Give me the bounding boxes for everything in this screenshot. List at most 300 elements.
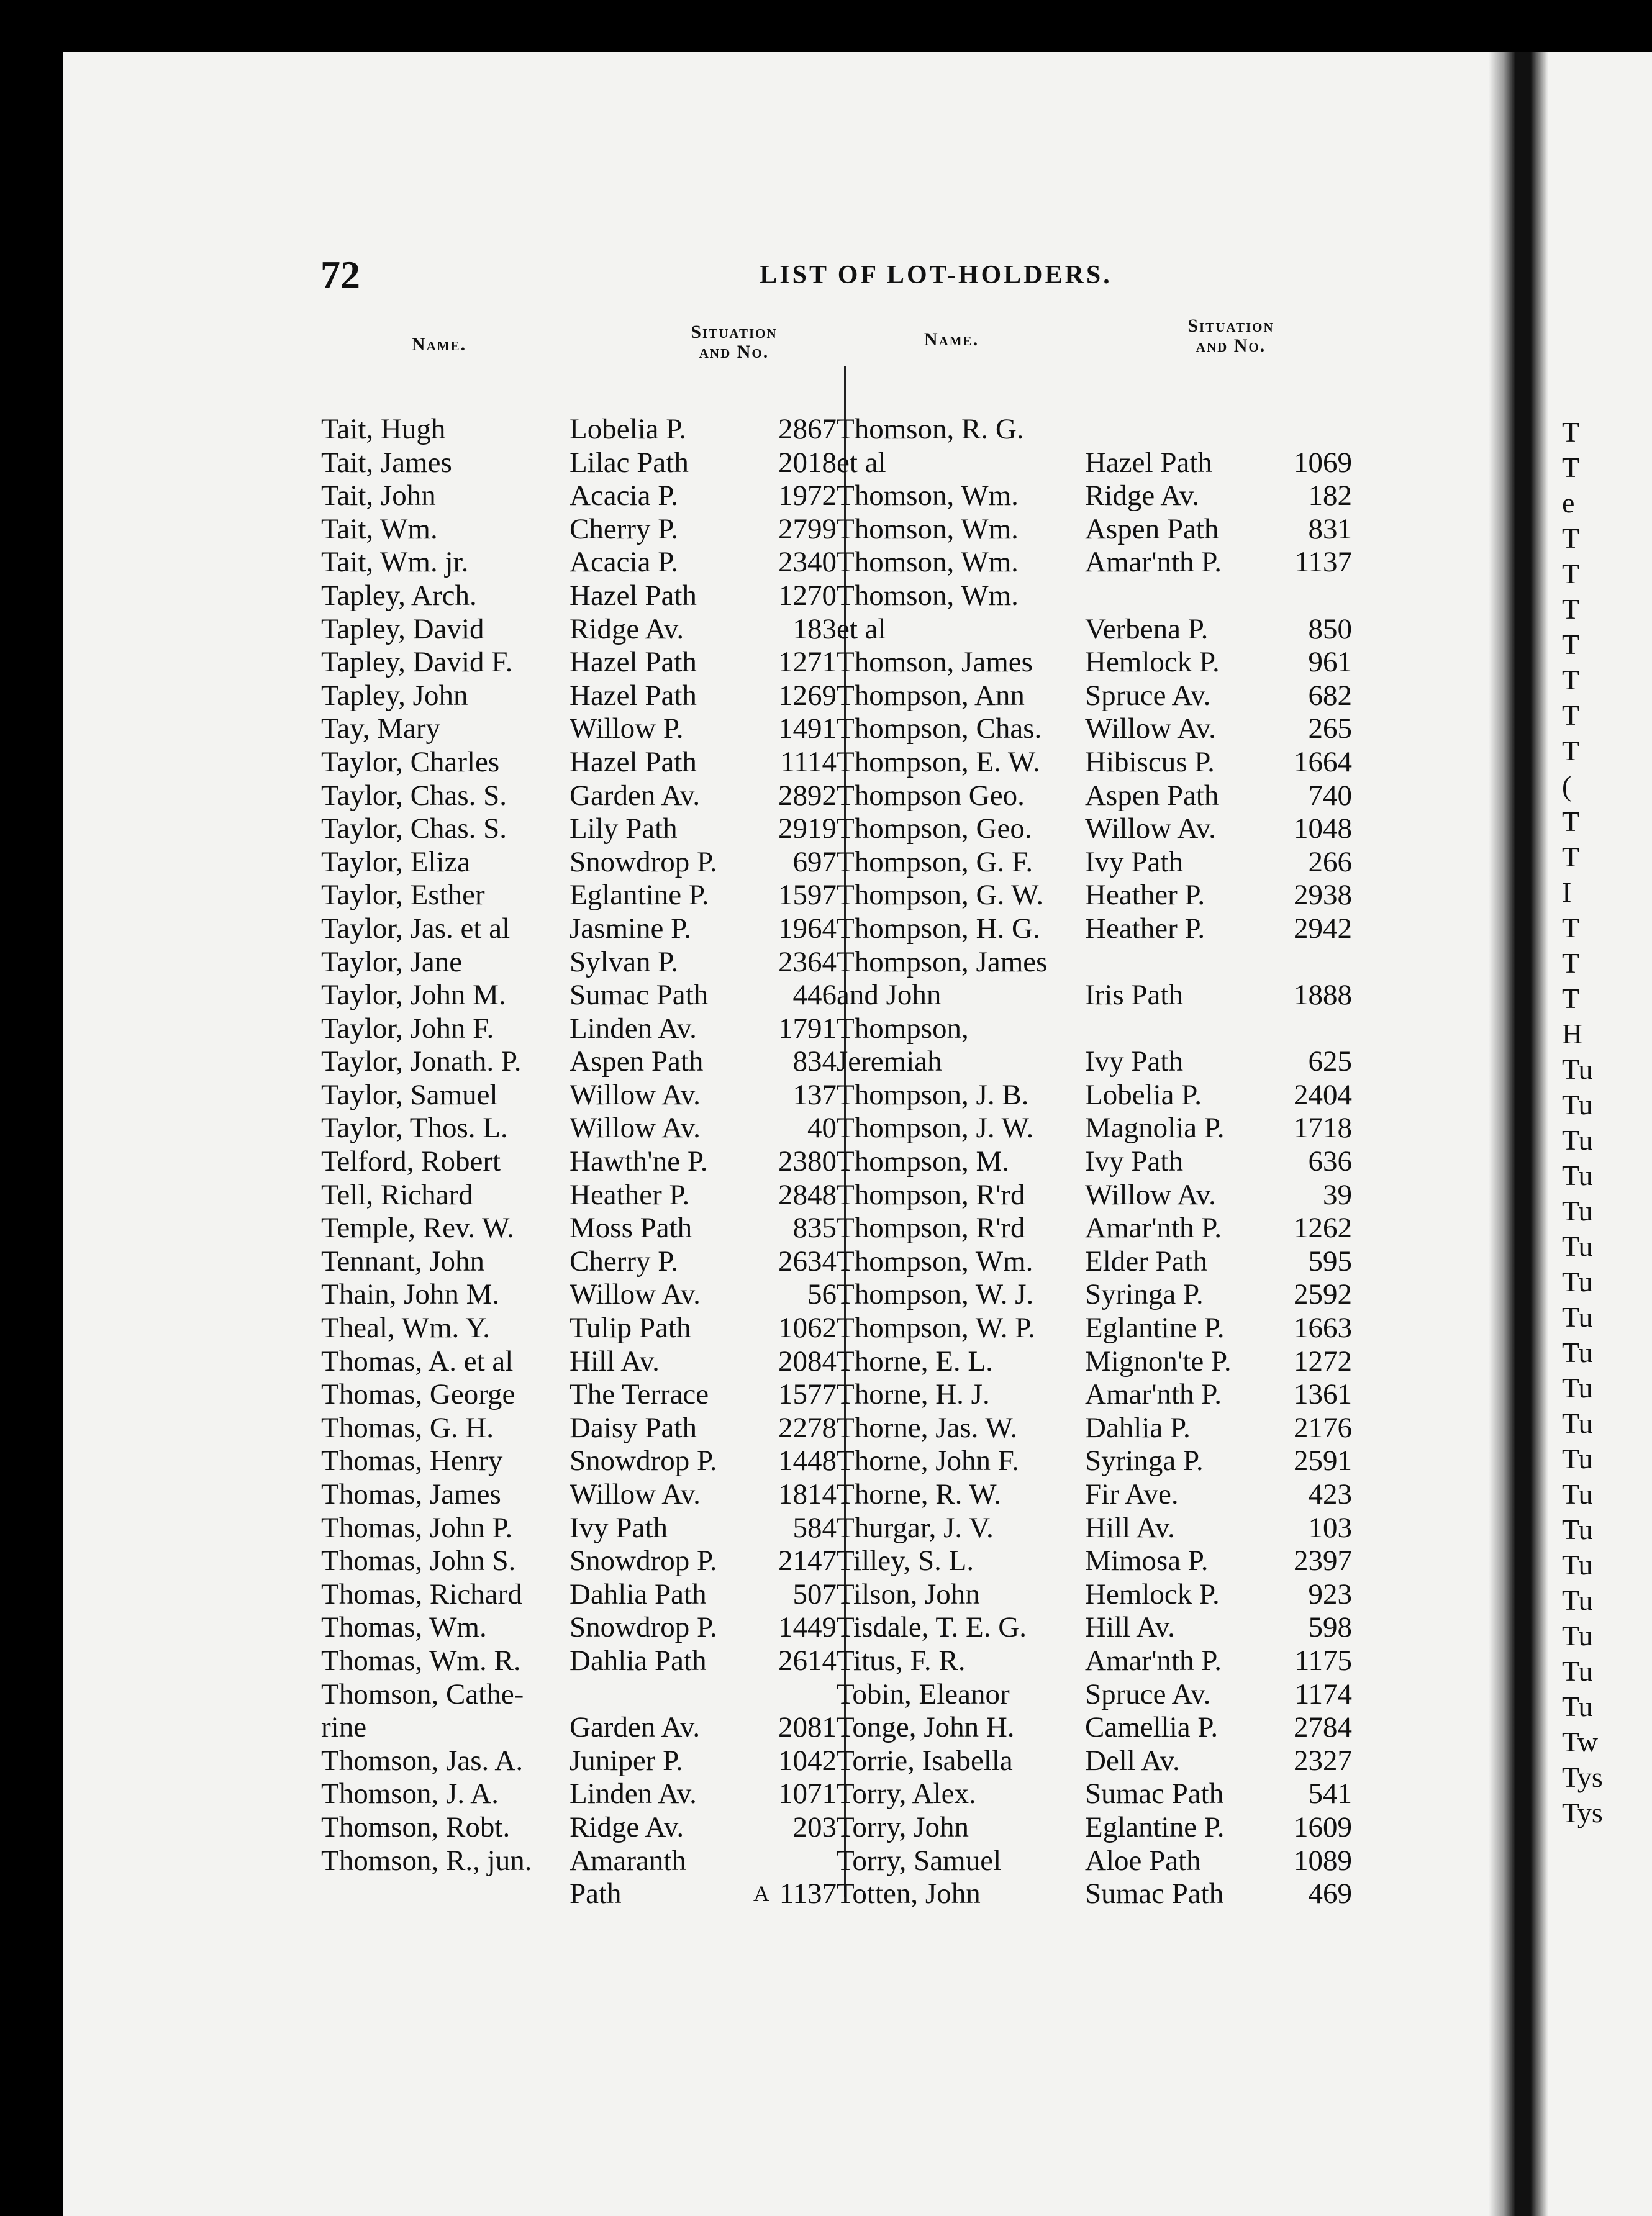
lot-number: 2397 [1294, 1545, 1352, 1578]
lot-holder-name: Thorne, E. L. [837, 1345, 993, 1378]
next-page-fragment: Tu [1562, 1691, 1593, 1722]
lot-entry [837, 1045, 1352, 1078]
next-page-fragment: e [1562, 487, 1575, 519]
lot-holder-name: Taylor, Esther [321, 879, 485, 912]
header-situation-line2: and No. [699, 342, 769, 362]
lot-number: 1272 [1294, 1345, 1352, 1378]
lot-situation: Hill Av. [1085, 1511, 1175, 1544]
lot-holder-name: Taylor, Jas. et al [321, 912, 511, 945]
lot-number: 2634 [778, 1245, 837, 1278]
lot-entry [837, 1511, 1352, 1545]
lot-situation: Aspen Path [570, 1045, 704, 1078]
lot-holder-name: Taylor, Jonath. P. [321, 1045, 522, 1078]
lot-entry [321, 779, 837, 812]
lot-situation: Aspen Path [1085, 512, 1219, 545]
lot-entry [321, 1211, 837, 1245]
header-situation-right [1144, 316, 1318, 356]
lot-situation: Dell Av. [1085, 1744, 1180, 1777]
lot-holder-name: Taylor, John M. [321, 979, 506, 1012]
lot-entry [837, 712, 1352, 745]
next-page-fragment: T [1562, 593, 1580, 625]
lot-number: 1972 [778, 479, 837, 512]
lot-entry [321, 745, 837, 779]
next-page-edge [1548, 52, 1652, 2216]
lot-number: 40 [807, 1112, 837, 1145]
lot-entry [837, 1544, 1352, 1578]
lot-number: 584 [792, 1511, 837, 1544]
lot-situation: Lobelia P. [570, 413, 686, 445]
lot-situation: Magnolia P. [1085, 1112, 1225, 1145]
lot-entry [321, 978, 837, 1012]
lot-entry [837, 479, 1352, 512]
lot-number: 1448 [778, 1445, 837, 1478]
lot-entry [321, 1777, 837, 1810]
lot-situation: Ivy Path [1085, 1045, 1183, 1078]
lot-number: 2848 [778, 1178, 837, 1211]
lot-holder-name: Thompson, W. P. [837, 1312, 1035, 1345]
lot-number: 834 [792, 1045, 837, 1078]
lot-holder-name: Taylor, Chas. S. [321, 779, 507, 812]
lot-situation: Hill Av. [1085, 1611, 1175, 1644]
lot-holder-name: Tapley, Arch. [321, 579, 477, 612]
lot-holder-name: Thompson, J. W. [837, 1112, 1034, 1145]
lot-holder-name: Thompson, James [837, 945, 1048, 978]
running-head: LIST OF LOT-HOLDERS. [760, 261, 1112, 289]
lot-situation: Elder Path [1085, 1245, 1208, 1278]
lot-entry [321, 1311, 837, 1345]
next-page-fragment: T [1562, 664, 1580, 696]
lot-situation: Aspen Path [1085, 779, 1219, 812]
lot-holder-name: rine [321, 1711, 367, 1744]
lot-holder-name: Thomas, Wm. R. [321, 1644, 521, 1677]
next-page-fragment: Tu [1562, 1337, 1593, 1368]
lot-entry [321, 412, 837, 446]
lot-entry [837, 912, 1352, 945]
lot-number: 103 [1308, 1511, 1352, 1544]
lot-situation: Cherry P. [570, 512, 678, 545]
lot-number: 541 [1308, 1778, 1352, 1810]
lot-holder-name: Taylor, Charles [321, 745, 500, 778]
lot-situation: Ivy Path [1085, 1145, 1183, 1178]
lot-holder-name: and John [837, 979, 942, 1012]
lot-number: 2340 [778, 546, 837, 579]
lot-number: 2364 [778, 945, 837, 978]
lot-situation: Spruce Av. [1085, 679, 1211, 712]
lot-holder-name: Thomas, George [321, 1378, 515, 1411]
lot-entry [321, 1245, 837, 1278]
lot-number: 1114 [780, 745, 837, 778]
lot-number: 697 [792, 845, 837, 878]
next-page-fragment: T [1562, 452, 1580, 483]
lot-entry [837, 1012, 1352, 1045]
next-page-fragment: Tu [1562, 1407, 1593, 1439]
lot-holder-name: Tait, Hugh [321, 413, 446, 445]
lot-holder-name: Torry, Alex. [837, 1778, 976, 1810]
lot-number: 595 [1308, 1245, 1352, 1278]
lot-number: 1269 [778, 679, 837, 712]
next-page-fragment: T [1562, 947, 1580, 979]
lot-number: 1137 [1294, 546, 1352, 579]
lot-entry [837, 1810, 1352, 1844]
lot-entry [837, 512, 1352, 546]
lot-holder-name: Temple, Rev. W. [321, 1212, 514, 1245]
lot-situation: Lily Path [570, 812, 678, 845]
lot-situation: Ivy Path [1085, 845, 1183, 878]
lot-situation: Hazel Path [570, 579, 697, 612]
lot-holder-name: Taylor, Thos. L. [321, 1112, 508, 1145]
lot-number: 2942 [1294, 912, 1352, 945]
lot-situation: Cherry P. [570, 1245, 678, 1278]
lot-number: 1888 [1294, 979, 1352, 1012]
lot-situation: Garden Av. [570, 1711, 701, 1744]
next-page-fragment: T [1562, 699, 1580, 731]
lot-situation: Hawth'ne P. [570, 1145, 708, 1178]
header-name-left: Name. [411, 334, 467, 355]
lot-holder-name: Thomson, J. A. [321, 1778, 499, 1810]
next-page-fragment: T [1562, 983, 1580, 1014]
lot-situation: Verbena P. [1085, 612, 1209, 645]
lot-number: 2799 [778, 512, 837, 545]
next-page-fragment: Tu [1562, 1160, 1593, 1191]
lot-entry [837, 878, 1352, 912]
lot-entry [837, 679, 1352, 712]
lot-number: 1718 [1294, 1112, 1352, 1145]
lot-entry [321, 1444, 837, 1478]
lot-entry [837, 1478, 1352, 1511]
lot-holder-name: Thurgar, J. V. [837, 1511, 994, 1544]
lot-situation: Heather P. [1085, 912, 1205, 945]
lot-holder-name: Thomas, Richard [321, 1578, 522, 1610]
lot-situation: Sylvan P. [570, 945, 678, 978]
lot-holder-name: Thompson, H. G. [837, 912, 1040, 945]
lot-situation: Amar'nth P. [1085, 1212, 1222, 1245]
lot-number: 835 [792, 1212, 837, 1245]
lot-entry [321, 645, 837, 679]
lot-number: 446 [792, 979, 837, 1012]
next-page-fragment: I [1562, 876, 1572, 908]
lot-number: 1577 [778, 1378, 837, 1411]
next-page-fragment: Tu [1562, 1195, 1593, 1227]
lot-entry [321, 1678, 837, 1711]
lot-holder-name: Tisdale, T. E. G. [837, 1611, 1027, 1644]
lot-holder-name: Thorne, H. J. [837, 1378, 990, 1411]
lot-situation: Snowdrop P. [570, 1445, 717, 1478]
lot-entry [321, 679, 837, 712]
lot-number: 1491 [778, 712, 837, 745]
lot-holder-name: Tapley, David F. [321, 646, 513, 679]
lot-holder-name: Thomson, Wm. [837, 479, 1019, 512]
lot-situation: Snowdrop P. [570, 1611, 717, 1644]
lot-number: 2592 [1294, 1278, 1352, 1311]
lot-number: 2867 [778, 413, 837, 445]
lot-number: 682 [1308, 679, 1352, 712]
lot-entry [837, 1710, 1352, 1744]
lot-holder-name: Thompson, Ann [837, 679, 1025, 712]
lot-situation: The Terrace [570, 1378, 709, 1411]
lot-holder-name: Thomas, A. et al [321, 1345, 514, 1378]
lot-holder-name: Tilson, John [837, 1578, 980, 1610]
lot-holder-name: Thomson, Robt. [321, 1810, 511, 1843]
lot-holder-name: Tapley, John [321, 679, 468, 712]
lot-entry [837, 1278, 1352, 1311]
lot-situation: Willow Av. [1085, 1178, 1216, 1211]
lot-situation: Daisy Path [570, 1411, 697, 1444]
lot-number: 2404 [1294, 1078, 1352, 1111]
next-page-fragment: ( [1562, 770, 1572, 802]
left-column [321, 412, 837, 1910]
lot-holder-name: Taylor, Chas. S. [321, 812, 507, 845]
lot-entry [837, 845, 1352, 879]
next-page-fragment: Tw [1562, 1726, 1599, 1758]
lot-number: 850 [1308, 612, 1352, 645]
lot-holder-name: Thompson, W. J. [837, 1278, 1034, 1311]
lot-entry [837, 612, 1352, 646]
lot-situation: Lilac Path [570, 446, 689, 479]
lot-number: 2380 [778, 1145, 837, 1178]
lot-entry [837, 779, 1352, 812]
lot-entry [321, 1012, 837, 1045]
lot-number: 1062 [778, 1312, 837, 1345]
lot-situation: Eglantine P. [1085, 1312, 1225, 1345]
lot-holder-name: Taylor, Samuel [321, 1078, 498, 1111]
lot-entry [321, 1710, 837, 1744]
next-page-fragment: T [1562, 629, 1580, 660]
lot-entry [321, 1078, 837, 1112]
lot-entry [837, 1877, 1352, 1910]
header-situation-line1: Situation [1187, 316, 1274, 336]
lot-holder-name: Tait, John [321, 479, 436, 512]
lot-situation: Hemlock P. [1085, 646, 1220, 679]
lot-number: 1069 [1294, 446, 1352, 479]
lot-number: 182 [1308, 479, 1352, 512]
lot-number: 2081 [778, 1711, 837, 1744]
lot-situation: Linden Av. [570, 1012, 697, 1045]
lot-holder-name: Thompson, J. B. [837, 1078, 1029, 1111]
lot-situation: Amaranth [570, 1844, 686, 1877]
lot-entry [321, 1178, 837, 1212]
lot-entry [321, 1511, 837, 1545]
lot-number: 923 [1308, 1578, 1352, 1610]
lot-holder-name: Thomson, James [837, 646, 1033, 679]
lot-holder-name: Thorne, John F. [837, 1445, 1019, 1478]
lot-holder-name: Thompson Geo. [837, 779, 1025, 812]
lot-situation: Snowdrop P. [570, 1545, 717, 1578]
lot-situation: Dahlia Path [570, 1578, 707, 1610]
lot-number: 1664 [1294, 745, 1352, 778]
next-page-fragment: Tu [1562, 1053, 1593, 1085]
lot-entry [321, 1145, 837, 1178]
next-page-fragment: Tu [1562, 1372, 1593, 1404]
lot-number: 507 [792, 1578, 837, 1610]
next-page-fragment: T [1562, 912, 1580, 943]
lot-entry [321, 912, 837, 945]
lot-holder-name: Thompson, E. W. [837, 745, 1040, 778]
lot-entry [837, 1211, 1352, 1245]
lot-entry [837, 1378, 1352, 1411]
lot-situation: Amar'nth P. [1085, 1644, 1222, 1677]
next-page-fragment: T [1562, 735, 1580, 766]
lot-holder-name: Thomson, Cathe- [321, 1678, 524, 1710]
next-page-fragment: T [1562, 416, 1580, 448]
lot-number: 2919 [778, 812, 837, 845]
lot-number: 1361 [1294, 1378, 1352, 1411]
lot-situation: Amar'nth P. [1085, 1378, 1222, 1411]
lot-number: 1814 [778, 1478, 837, 1510]
lot-mark: A [753, 1881, 769, 1907]
lot-situation: Willow Av. [570, 1112, 701, 1145]
lot-entry [837, 1744, 1352, 1778]
header-situation-line2: and No. [1196, 335, 1266, 356]
scanned-page [63, 52, 1652, 2216]
lot-situation: Camellia P. [1085, 1711, 1219, 1744]
lot-holder-name: et al [837, 612, 886, 645]
lot-holder-name: Tilley, S. L. [837, 1545, 974, 1578]
lot-entry [321, 446, 837, 479]
lot-number: 2278 [778, 1411, 837, 1444]
lot-entry [321, 1610, 837, 1644]
lot-number: 183 [792, 612, 837, 645]
lot-number: 1964 [778, 912, 837, 945]
lot-holder-name: Telford, Robert [321, 1145, 501, 1178]
lot-situation: Willow P. [570, 712, 684, 745]
lot-holder-name: Tobin, Eleanor [837, 1678, 1010, 1710]
header-situation-left [647, 322, 821, 362]
lot-entry [321, 712, 837, 745]
lot-entry [837, 579, 1352, 612]
lot-number: 2018 [778, 446, 837, 479]
lot-number: 2591 [1294, 1445, 1352, 1478]
lot-number: 1609 [1294, 1810, 1352, 1843]
lot-holder-name: Taylor, Eliza [321, 845, 471, 878]
lot-situation: Mignon'te P. [1085, 1345, 1232, 1378]
lot-situation: Willow Av. [570, 1078, 701, 1111]
lot-situation: Syringa P. [1085, 1445, 1204, 1478]
lot-entry [321, 1578, 837, 1611]
lot-situation: Amar'nth P. [1085, 546, 1222, 579]
lot-number: 2327 [1294, 1744, 1352, 1777]
lot-holder-name: Thompson, R'rd [837, 1178, 1025, 1211]
lot-entry [837, 1678, 1352, 1711]
lot-number: 1270 [778, 579, 837, 612]
lot-situation: Hazel Path [1085, 446, 1212, 479]
lot-number: 831 [1308, 512, 1352, 545]
lot-situation: Ridge Av. [1085, 479, 1200, 512]
lot-entry [321, 1644, 837, 1678]
lot-situation: Eglantine P. [570, 879, 709, 912]
lot-entry [321, 1345, 837, 1378]
lot-holder-name: Taylor, John F. [321, 1012, 494, 1045]
next-page-fragment: Tu [1562, 1549, 1593, 1581]
lot-situation: Linden Av. [570, 1778, 697, 1810]
next-page-fragment: T [1562, 558, 1580, 589]
lot-holder-name: Thompson, [837, 1012, 969, 1045]
lot-entry [837, 1178, 1352, 1212]
lot-entry [837, 1078, 1352, 1112]
next-page-fragment: T [1562, 841, 1580, 873]
lot-holder-name: Titus, F. R. [837, 1644, 966, 1677]
lot-entry [321, 545, 837, 579]
lot-entry [321, 1378, 837, 1411]
lot-situation: Hibiscus P. [1085, 745, 1215, 778]
lot-holder-name: Torrie, Isabella [837, 1744, 1013, 1777]
lot-situation: Sumac Path [1085, 1878, 1224, 1910]
lot-entry [837, 645, 1352, 679]
lot-situation: Lobelia P. [1085, 1078, 1202, 1111]
lot-situation: Hazel Path [570, 745, 697, 778]
lot-entry [321, 1478, 837, 1511]
lot-number: 265 [1308, 712, 1352, 745]
lot-situation: Sumac Path [1085, 1778, 1224, 1810]
lot-holder-name: Torry, Samuel [837, 1844, 1002, 1877]
lot-entry [837, 1411, 1352, 1445]
lot-situation: Acacia P. [570, 479, 678, 512]
lot-holder-name: Thompson, G. W. [837, 879, 1043, 912]
lot-holder-name: et al [837, 446, 886, 479]
lot-holder-name: Tait, James [321, 446, 452, 479]
lot-situation: Juniper P. [570, 1744, 683, 1777]
lot-entry [837, 446, 1352, 479]
lot-number: 961 [1308, 646, 1352, 679]
lot-holder-name: Thomson, R. G. [837, 413, 1024, 445]
lot-holder-name: Torry, John [837, 1810, 969, 1843]
lot-entry [321, 1411, 837, 1445]
lot-entry [837, 1145, 1352, 1178]
lot-holder-name: Thompson, Wm. [837, 1245, 1033, 1278]
lot-number: 1071 [778, 1778, 837, 1810]
lot-situation: Hill Av. [570, 1345, 660, 1378]
lot-holder-name: Thompson, M. [837, 1145, 1010, 1178]
lot-holder-name: Thompson, R'rd [837, 1212, 1025, 1245]
lot-number: 469 [1308, 1878, 1352, 1910]
next-page-fragment: T [1562, 522, 1580, 554]
next-page-fragment: Tu [1562, 1266, 1593, 1297]
header-situation-line1: Situation [691, 322, 778, 342]
lot-entry [321, 479, 837, 512]
lot-entry [321, 1844, 837, 1878]
lot-entry [321, 845, 837, 879]
lot-holder-name: Tay, Mary [321, 712, 441, 745]
lot-situation: Dahlia Path [570, 1644, 707, 1677]
lot-holder-name: Thomson, Wm. [837, 512, 1019, 545]
header-name-right: Name. [924, 329, 979, 350]
lot-entry [837, 1111, 1352, 1145]
lot-situation: Path [570, 1878, 622, 1910]
lot-number: 740 [1308, 779, 1352, 812]
lot-holder-name: Tapley, David [321, 612, 484, 645]
lot-situation: Ridge Av. [570, 1810, 684, 1843]
lot-number: 266 [1308, 845, 1352, 878]
lot-holder-name: Tennant, John [321, 1245, 484, 1278]
lot-situation: Willow Av. [1085, 812, 1216, 845]
lot-situation: Eglantine P. [1085, 1810, 1225, 1843]
lot-situation: Ivy Path [570, 1511, 668, 1544]
lot-number: 2784 [1294, 1711, 1352, 1744]
lot-entry [321, 945, 837, 979]
next-page-fragment: Tu [1562, 1514, 1593, 1545]
lot-number: 2084 [778, 1345, 837, 1378]
lot-situation: Acacia P. [570, 546, 678, 579]
lot-entry [321, 1877, 837, 1910]
lot-holder-name: Thomas, Wm. [321, 1611, 487, 1644]
lot-holder-name: Taylor, Jane [321, 945, 463, 978]
lot-situation: Willow Av. [570, 1478, 701, 1510]
next-page-fragment: Tys [1562, 1797, 1603, 1828]
right-column [837, 412, 1352, 1910]
lot-number: 1663 [1294, 1312, 1352, 1345]
lot-entry [837, 745, 1352, 779]
lot-number: 2176 [1294, 1411, 1352, 1444]
lot-entry [321, 1744, 837, 1778]
